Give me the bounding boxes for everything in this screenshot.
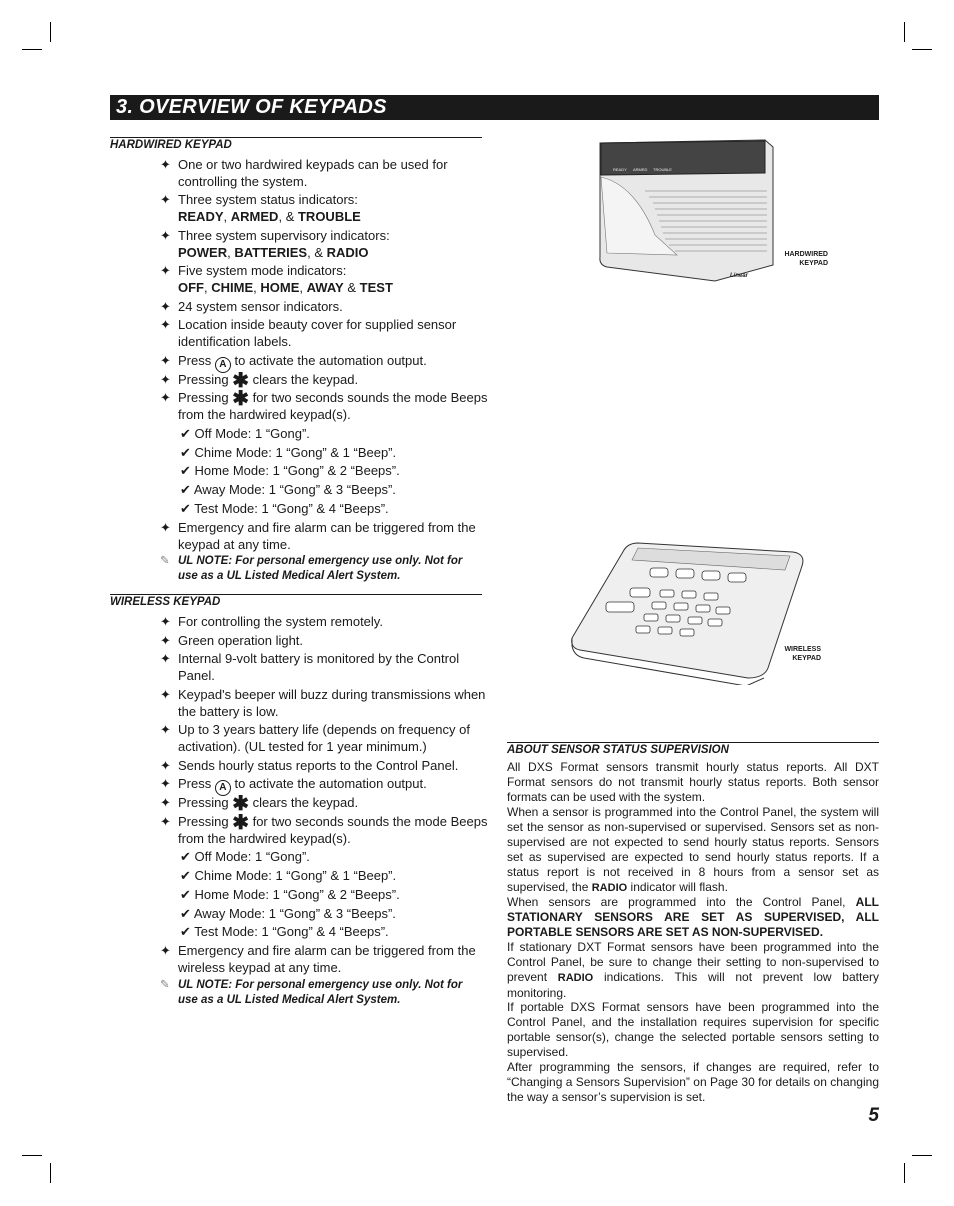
diamond-icon: ✦ xyxy=(160,228,171,243)
star-key-icon: ✱ xyxy=(232,793,249,815)
diamond-icon: ✦ xyxy=(160,651,171,666)
mode-item: ✔ Chime Mode: 1 “Gong” & 1 “Beep”. xyxy=(180,868,397,883)
star-key-icon: ✱ xyxy=(232,388,249,410)
crop-mark xyxy=(22,1155,42,1156)
supervision-paragraph: If portable DXS Format sensors have been programmed into the Control Panel, and the installation requires supervision for specific portable sensor(s), change the selected portable sensors setting to supervised. xyxy=(507,1000,879,1059)
mode-item: ✔ Chime Mode: 1 “Gong” & 1 “Beep”. xyxy=(180,445,397,460)
armed-label: ARMED xyxy=(633,167,648,172)
ready-label: READY xyxy=(613,167,627,172)
mode-item: ✔ Test Mode: 1 “Gong” & 4 “Beeps”. xyxy=(180,924,389,939)
check-icon: ✔ xyxy=(180,849,191,864)
wireless-heading: WIRELESS KEYPAD xyxy=(110,594,482,608)
crop-mark xyxy=(912,1155,932,1156)
diamond-icon: ✦ xyxy=(160,814,171,829)
crop-mark xyxy=(904,22,905,42)
diamond-icon: ✦ xyxy=(160,795,171,810)
supervision-paragraph: If stationary DXT Format sensors have been programmed into the Control Panel, be sure to change their setting to non-supervised to prevent RADIO indications. This will not prevent low battery monitoring. xyxy=(507,940,879,1000)
section-title-bar xyxy=(110,95,879,120)
section-title: 3. OVERVIEW OF KEYPADS xyxy=(116,96,387,118)
supervision-paragraph: When a sensor is programmed into the Control Panel, the system will set the sensor as non-supervised or supervised. Sensors set as non-supervised are not expected to send hourly status reports. Sensors set as supervised are expected to send hourly status reports. If a status report is not received in 8 hours from a sensor set as supervised, the RADIO indicator will flash. xyxy=(507,805,879,894)
diamond-icon: ✦ xyxy=(160,372,171,387)
crop-mark xyxy=(904,1163,905,1183)
diamond-icon: ✦ xyxy=(160,263,171,278)
crop-mark xyxy=(912,49,932,50)
diamond-icon: ✦ xyxy=(160,758,171,773)
check-icon: ✔ xyxy=(180,445,191,460)
mode-item: ✔ Off Mode: 1 “Gong”. xyxy=(180,849,310,864)
crop-mark xyxy=(22,49,42,50)
diamond-icon: ✦ xyxy=(160,192,171,207)
mode-item: ✔ Off Mode: 1 “Gong”. xyxy=(180,426,310,441)
check-icon: ✔ xyxy=(180,887,191,902)
page-number: 5 xyxy=(868,1105,879,1126)
supervision-paragraph: When sensors are programmed into the Control Panel, ALL STATIONARY SENSORS ARE SET AS SUPERVISED, ALL PORTABLE SENSORS ARE SET AS NON-SUPERVISED. xyxy=(507,895,879,939)
crop-mark xyxy=(50,1163,51,1183)
diamond-icon: ✦ xyxy=(160,390,171,405)
diamond-icon: ✦ xyxy=(160,353,171,368)
check-icon: ✔ xyxy=(180,906,191,921)
brand-label: Linear xyxy=(730,273,749,279)
star-key-icon: ✱ xyxy=(232,812,249,834)
diamond-icon: ✦ xyxy=(160,520,171,535)
diamond-icon: ✦ xyxy=(160,157,171,172)
diamond-icon: ✦ xyxy=(160,614,171,629)
supervision-heading: ABOUT SENSOR STATUS SUPERVISION xyxy=(507,742,879,756)
mode-item: ✔ Home Mode: 1 “Gong” & 2 “Beeps”. xyxy=(180,887,400,902)
check-icon: ✔ xyxy=(180,868,191,883)
crop-mark xyxy=(50,22,51,42)
trouble-label: TROUBLE xyxy=(653,167,672,172)
check-icon: ✔ xyxy=(180,482,191,497)
supervision-paragraph: All DXS Format sensors transmit hourly status reports. All DXT Format sensors do not transmit hourly status reports. Both sensor formats can be used with the system. xyxy=(507,760,879,804)
a-key-icon: A xyxy=(215,357,231,373)
check-icon: ✔ xyxy=(180,463,191,478)
wireless-keypad-image xyxy=(568,540,808,685)
diamond-icon: ✦ xyxy=(160,722,171,737)
diamond-icon: ✦ xyxy=(160,776,171,791)
diamond-icon: ✦ xyxy=(160,317,171,332)
check-icon: ✔ xyxy=(180,924,191,939)
diamond-icon: ✦ xyxy=(160,687,171,702)
a-key-icon: A xyxy=(215,780,231,796)
mode-item: ✔ Test Mode: 1 “Gong” & 4 “Beeps”. xyxy=(180,501,389,516)
hardwired-heading: HARDWIRED KEYPAD xyxy=(110,137,482,151)
diamond-icon: ✦ xyxy=(160,299,171,314)
star-key-icon: ✱ xyxy=(232,370,249,392)
supervision-paragraph: After programming the sensors, if changes are required, refer to “Changing a Sensors Supervision” on Page 30 for details on changing the way a sensor’s supervision is set. xyxy=(507,1060,879,1104)
hardwired-keypad-image xyxy=(595,135,780,285)
pencil-icon: ✎ xyxy=(160,555,170,567)
mode-item: ✔ Away Mode: 1 “Gong” & 3 “Beeps”. xyxy=(180,906,396,921)
check-icon: ✔ xyxy=(180,426,191,441)
mode-item: ✔ Away Mode: 1 “Gong” & 3 “Beeps”. xyxy=(180,482,396,497)
hardwired-caption: HARDWIRED KEYPAD xyxy=(784,251,828,267)
diamond-icon: ✦ xyxy=(160,943,171,958)
check-icon: ✔ xyxy=(180,501,191,516)
mode-item: ✔ Home Mode: 1 “Gong” & 2 “Beeps”. xyxy=(180,463,400,478)
diamond-icon: ✦ xyxy=(160,633,171,648)
pencil-icon: ✎ xyxy=(160,979,170,991)
wireless-caption: WIRELESS KEYPAD xyxy=(784,646,821,662)
